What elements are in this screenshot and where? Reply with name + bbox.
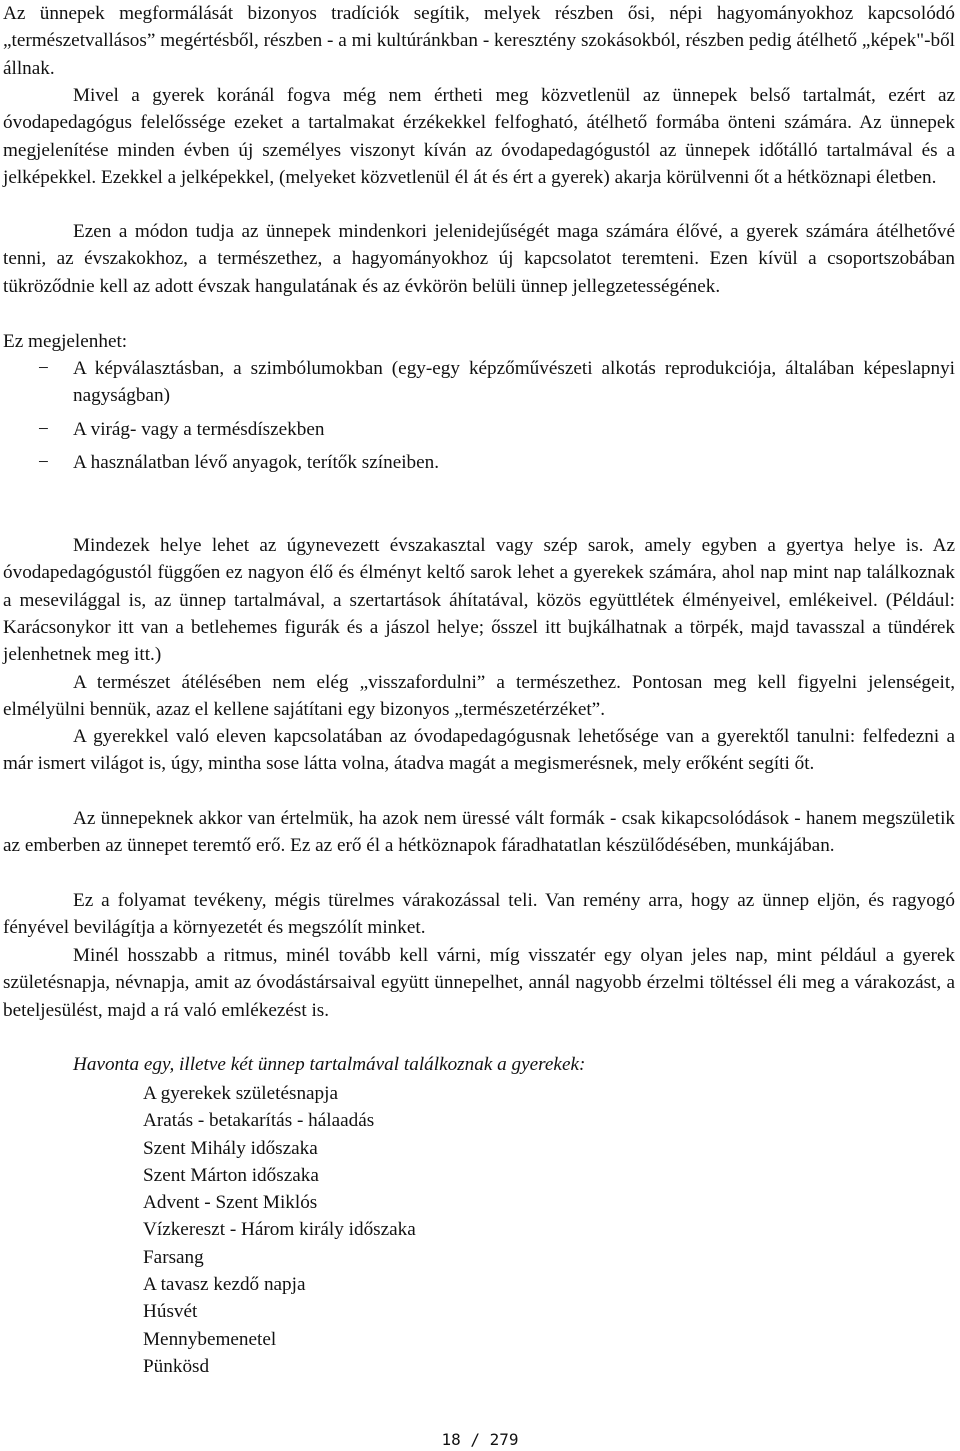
list-item: Aratás - betakarítás - hálaadás	[143, 1110, 375, 1132]
paragraph-nature-experience: A természet átélésében nem elég „visszafordulni” a természethez. Pontosan meg kell figyelni jelenségeit, elmélyülni bennük, azaz el kellene sajátítani egy bizonyos „természetérzéket”.	[3, 672, 955, 721]
list-item: Szent Márton időszaka	[143, 1164, 319, 1186]
paragraph-educator-responsibility: Mivel a gyerek koránál fogva még nem értheti meg közvetlenül az ünnepek belső tartalmát, ezért az óvodapedagógus felelőssége ezeket a tartalmakat érzékekkel felfogható, átélhető formába önteni számára. Az ünnepek megjelenítése minden évben új személyes viszonyt kíván az óvodapedagógustól az ünnepek időtálló tartalmával és a jelképekkel. Ezekkel a jelképekkel, (melyeket közvetlenül él át és ért a gyerek) akarja körülvenni őt a hétköznapi életben.	[3, 85, 955, 188]
list-item: Mennybemenetel	[143, 1328, 277, 1350]
paragraph-rhythm: Minél hosszabb a ritmus, minél tovább kell várni, míg visszatér egy olyan jeles nap, mint például a gyerek születésnapja, névnapja, amit az óvodástársaival együtt ünnepelhet, annál nagyobb érzelmi töltéssel éli meg a várakozást, a beteljesülést, majd a rá való emlékezést is.	[3, 945, 955, 1021]
list-item: Farsang	[143, 1246, 204, 1268]
list-item: A tavasz kezdő napja	[143, 1274, 306, 1296]
appearance-list	[0, 355, 955, 476]
monthly-holidays-list	[143, 1080, 416, 1380]
paragraph-season-table: Mindezek helye lehet az úgynevezett évszakasztal vagy szép sarok, amely egyben a gyertya helye is. Az óvodapedagógustól függően ez nagyon élő és élményt keltő sarok lehet a gyerekek számára, ahol nap mint nap találkoznak a mesevilággal is, az ünnep tartalmával, a szertartások áhítatával, közös együttlétek élményeivel, emlékeivel. (Például: Karácsonykor itt van a betlehemes figurák és a jászol helye; ősszel itt bujkálhatnak a törpék, majd tavasszal a tündérek jelenhetnek meg itt.)	[3, 535, 955, 666]
list-item: Advent - Szent Miklós	[143, 1192, 318, 1214]
list-item: Húsvét	[143, 1301, 198, 1323]
paragraph-presence-of-holidays: Ezen a módon tudja az ünnepek mindenkori jelenidejűségét maga számára élővé, a gyerek számára átélhetővé tenni, az évszakokhoz, a természethez, a hagyományokhoz új kapcsolatot teremteni. Ezen kívül a csoportszobában tükröződnie kell az adott évszak hangulatának és az évkörön belüli ünnep jellegzetességének.	[3, 221, 955, 297]
monthly-holidays-heading: Havonta egy, illetve két ünnep tartalmával találkoznak a gyerekek:	[73, 1054, 586, 1075]
list-item: − A használatban lévő anyagok, terítők színeiben.	[0, 449, 955, 476]
appearance-heading: Ez megjelenhet:	[3, 331, 128, 352]
list-item: Szent Mihály időszaka	[143, 1137, 318, 1159]
list-item: Vízkereszt - Három király időszaka	[143, 1219, 416, 1241]
paragraph-meaning-of-holidays: Az ünnepeknek akkor van értelmük, ha azok nem üressé vált formák - csak kikapcsolódások - hanem megszületik az emberben az ünnepet teremtő erő. Ez az erő él a hétköznapok fáradhatatlan készülődésében, munkájában.	[3, 808, 955, 857]
list-item: − A képválasztásban, a szimbólumokban (egy-egy képzőművészeti alkotás reprodukciója, általában képeslapnyi nagyságban)	[0, 355, 955, 410]
page-number: 18 / 279	[441, 1430, 519, 1449]
list-item: Pünkösd	[143, 1355, 210, 1377]
paragraph-traditions: Az ünnepek megformálását bizonyos tradíciók segítik, melyek részben ősi, népi hagyományokhoz kapcsolódó „természetvallásos” megértésből, részben - a mi kultúránkban - keresztény szokásokból, részben pedig átélhető „képek"-ből állnak.	[3, 3, 955, 79]
dash-marker: −	[38, 358, 49, 379]
dash-marker: −	[38, 451, 49, 473]
dash-marker: −	[38, 418, 49, 440]
list-item: A gyerekek születésnapja	[143, 1083, 338, 1104]
paragraph-learning-from-child: A gyerekkel való eleven kapcsolatában az óvodapedagógusnak lehetősége van a gyerektől tanulni: felfedezni a már ismert világot is, úgy, mintha sose látta volna, átadva magát a megismerésnek, mely erőként segíti őt.	[3, 726, 955, 775]
paragraph-waiting: Ez a folyamat tevékeny, mégis türelmes várakozással teli. Van remény arra, hogy az ünnep eljön, és ragyogó fényével bevilágítja a környezetét és megszólít minket.	[3, 890, 955, 939]
list-item: − A virág- vagy a termésdíszekben	[0, 416, 955, 443]
